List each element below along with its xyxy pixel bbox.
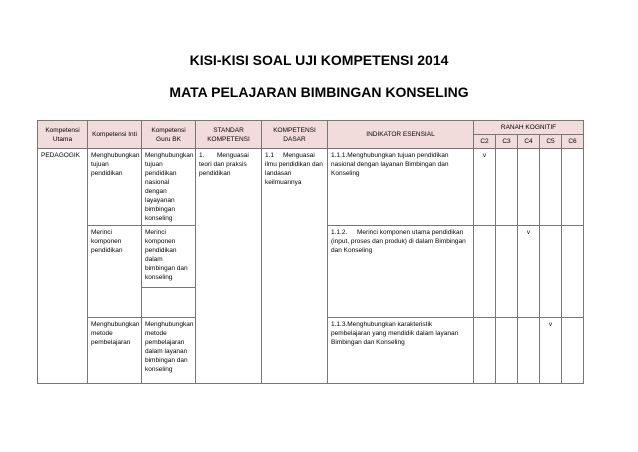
cell-c5 bbox=[540, 149, 562, 226]
kd-number: 1.1 bbox=[265, 152, 275, 159]
sk-text: Menguasai teori dan praksis pendidikan bbox=[199, 152, 249, 177]
header-standar-kompetensi: STANDAR KOMPETENSI bbox=[196, 121, 262, 149]
header-kompetensi-guru: Kompetensi Guru BK bbox=[142, 121, 196, 149]
cell-utama: PEDAGOGIK bbox=[38, 149, 88, 384]
cell-indikator bbox=[328, 226, 474, 318]
cell-c5 bbox=[540, 226, 562, 318]
cell-kompetensi-dasar bbox=[262, 149, 328, 384]
cell-guru: Merinci komponen pendidikan dalam bimbingan dan konseling bbox=[142, 226, 196, 288]
header-kompetensi-dasar: KOMPETENSI DASAR bbox=[262, 121, 328, 149]
ind-text: Merinci komponen utama pendidikan (input, proses dan produk) di dalam Bimbingan dan Konseling bbox=[331, 229, 466, 254]
cell-c6 bbox=[562, 318, 584, 384]
kisi-kisi-table bbox=[37, 120, 584, 384]
sk-number: 1. bbox=[199, 152, 205, 159]
cell-indikator: 1.1.1.Menghubungkan tujuan pendidikan nasional dengan layanan Bimbingan dan Konseling bbox=[328, 149, 474, 226]
document-subtitle: MATA PELAJARAN BIMBINGAN KONSELING bbox=[169, 84, 469, 100]
cell-c4 bbox=[518, 149, 540, 226]
cell-c3 bbox=[496, 149, 518, 226]
cell-indikator: 1.1.3.Menghubungkan karakteristik pembelajaran yang mendidik dalam layanan Bimbingan dan Konseling bbox=[328, 318, 474, 384]
cell-guru: Menghubungkan metode pembelajaran dalam layanan bimbingan dan konseling bbox=[142, 318, 196, 384]
header-ranah-kognitif: RANAH KOGNITIF bbox=[474, 121, 584, 135]
header-c3: C3 bbox=[496, 135, 518, 149]
document-title: KISI-KISI SOAL UJI KOMPETENSI 2014 bbox=[189, 52, 449, 68]
header-kompetensi-utama: Kompetensi Utama bbox=[38, 121, 88, 149]
cell-c6 bbox=[562, 226, 584, 318]
cell-c4-mark: v bbox=[518, 226, 540, 318]
header-c4: C4 bbox=[518, 135, 540, 149]
cell-c6 bbox=[562, 149, 584, 226]
cell-guru: Menghubungkan tujuan pendidikan nasional dengan layayanan bimbingan konseling bbox=[142, 149, 196, 226]
cell-c3 bbox=[496, 318, 518, 384]
header-kompetensi-inti: Kompetensi Inti bbox=[88, 121, 142, 149]
cell-c3 bbox=[496, 226, 518, 318]
header-c2: C2 bbox=[474, 135, 496, 149]
cell-c4 bbox=[518, 318, 540, 384]
header-c5: C5 bbox=[540, 135, 562, 149]
cell-guru-empty bbox=[142, 288, 196, 318]
cell-c2 bbox=[474, 318, 496, 384]
cell-standar bbox=[196, 149, 262, 384]
cell-c2-mark: v bbox=[474, 149, 496, 226]
cell-inti: Merinci komponen pendidikan bbox=[88, 226, 142, 318]
table-row bbox=[38, 149, 584, 226]
ind-number: 1.1.2. bbox=[331, 229, 348, 236]
header-c6: C6 bbox=[562, 135, 584, 149]
header-indikator: INDIKATOR ESENSIAL bbox=[328, 121, 474, 149]
cell-inti: Menghubungkan tujuan pendidikan bbox=[88, 149, 142, 226]
cell-c2 bbox=[474, 226, 496, 318]
cell-c5-mark: v bbox=[540, 318, 562, 384]
kd-text: Menguasai ilmu pendidikan dan landasan keilmuannya bbox=[265, 152, 323, 186]
cell-inti: Menghubungkan metode pembelajaran bbox=[88, 318, 142, 384]
